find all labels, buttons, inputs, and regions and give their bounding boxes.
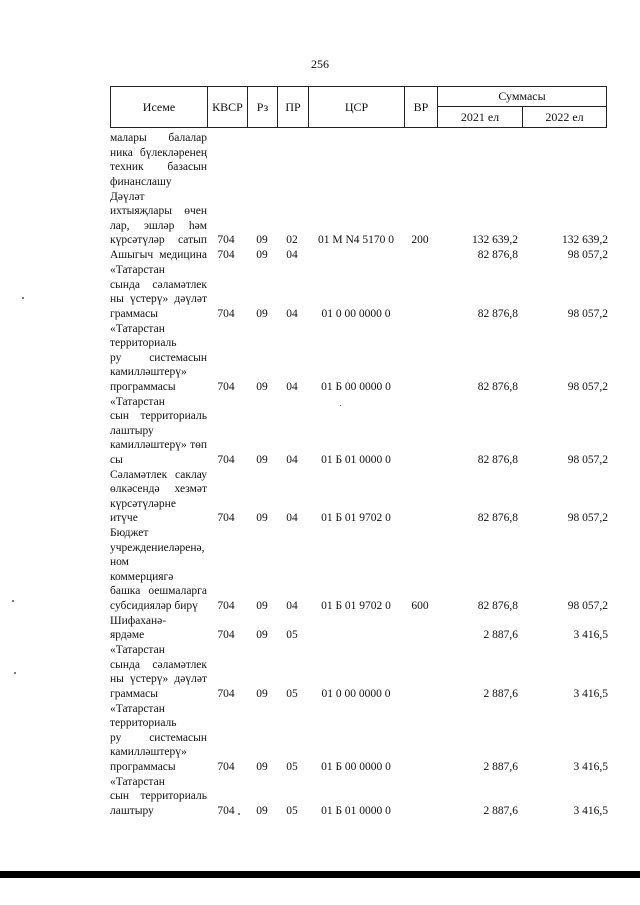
rz-cell [247,175,277,190]
row-name-line: «Татарстан [110,775,165,788]
csr-cell: 01 Б 00 0000 0 [321,380,391,393]
row-name-line: башка оешмаларга [110,585,207,597]
pr-cell [277,175,307,190]
pr-cell: 02 [286,234,298,246]
header-csr: ЦСР [344,100,369,114]
kvsr-cell: 704 [217,629,235,641]
sum-2022-cell: 98 057,2 [567,249,608,261]
row-name [110,526,207,613]
sum-2021-cell: 2 887,6 [483,687,518,700]
pr-cell: 05 [286,804,298,817]
row-name [110,190,207,248]
row-name-line: камилләштерү» [110,746,187,758]
kvsr-cell: 704 [217,687,235,700]
row-name-line: граммасы [110,687,158,700]
header-2022: 2022 ел [545,110,584,124]
row-name-line: лаштыру [110,424,154,437]
sum-2022-cell: 98 057,2 [567,307,608,320]
csr-cell: 01 Б 01 9702 0 [321,512,391,524]
kvsr-cell: 704 [217,453,235,466]
row-name-line: Ашыгыч медицина [110,249,207,261]
sum-2021-cell: 2 887,6 [483,760,518,773]
row-name [110,775,207,819]
row-name [110,263,207,321]
sum-2021-cell: 2 887,6 [483,804,518,817]
row-name-line: коммерциягә [110,570,174,583]
csr-cell [308,248,404,263]
row-name-line: программасы [110,380,176,393]
pr-cell: 04 [286,453,298,466]
row-name-line: территориаль [110,337,177,349]
scan-edge-bar [0,871,640,878]
row-name-line: итүче [110,512,138,524]
row-name-line: малары балалар [110,132,207,144]
rz-cell: 09 [256,453,268,466]
row-name-line: ру системасын [110,731,207,744]
table-row [0,614,640,643]
csr-cell: 01 0 00 0000 0 [321,307,391,320]
csr-cell: 01 Б 01 0000 0 [321,804,391,817]
scan-speck [14,672,16,674]
row-name-line: күрсәтүләрне [110,497,176,510]
vr-cell [404,380,436,395]
sum-2022-cell [525,175,608,190]
row-name-line: ника бүлекләренең [110,146,207,159]
pr-cell: 04 [286,249,298,261]
vr-cell [404,760,436,775]
row-name-line: сында сәламәтлек [110,658,207,671]
scan-speck [238,813,240,815]
row-name [110,702,207,775]
table-row [0,643,640,701]
sum-2021-cell: 132 639,2 [472,234,518,246]
sum-2022-cell: 3 416,5 [573,687,608,700]
row-name-line: граммасы [110,307,158,320]
vr-cell [404,511,436,526]
csr-cell: 01 Б 01 9702 0 [321,599,391,612]
table-row [0,395,640,468]
kvsr-cell: 704 [217,307,235,320]
vr-cell [404,248,436,263]
row-name [110,643,207,701]
row-name [110,131,207,189]
pr-cell: 04 [286,512,298,524]
vr-cell [404,804,436,819]
row-name-line: сын территориаль [110,790,207,802]
row-name-line: сында сәламәтлек [110,278,207,291]
sum-2022-cell: 98 057,2 [567,599,608,612]
rz-cell: 09 [256,760,268,773]
row-name-line: камилләштерү» [110,366,187,378]
row-name-line: «Татарстан [110,264,165,276]
csr-cell: 01 Б 01 0000 0 [321,453,391,466]
table-row [0,775,640,819]
pr-cell: 04 [286,599,298,612]
row-name-line: күрсәтүләр сатып [110,234,207,246]
header-sums: Суммасы [498,89,546,103]
sum-2021-cell: 82 876,8 [477,599,518,612]
header-vr: ВР [413,100,429,114]
table-row [0,263,640,321]
pr-cell: 05 [286,687,298,700]
table-row [0,190,640,248]
row-name-line: учреждениеләренә, [110,541,205,554]
rz-cell: 09 [256,380,268,393]
kvsr-cell: 704 [217,804,235,817]
row-name-line: ру системасын [110,351,207,364]
kvsr-cell: 704 [217,249,235,261]
csr-cell: 01 М N4 5170 0 [317,234,395,246]
sum-2022-cell: 98 057,2 [567,380,608,393]
sum-2022-cell: 3 416,5 [573,629,608,641]
row-name-line: «Татарстан [110,702,165,715]
header-2021: 2021 ел [460,110,500,124]
sum-2022-cell: 132 639,2 [562,234,608,246]
sum-2021-cell: 82 876,8 [477,512,518,524]
row-name-line: финанслашу [110,175,172,188]
row-name-line: «Татарстан [110,644,165,656]
table-row [0,322,640,395]
rz-cell: 09 [256,234,268,246]
pr-cell: 04 [286,380,298,393]
row-name-line: «Татарстан [110,322,165,335]
row-name [110,614,207,643]
row-name-line: лар, эшләр һәм [110,219,207,232]
vr-cell [404,453,436,468]
row-name-line: территориаль [110,717,177,729]
row-name-line: сы [110,453,123,466]
row-name [110,322,207,395]
row-name-line: Сәламәтлек саклау [110,468,207,481]
header-name: Исеме [142,100,176,114]
row-name-line: лаштыру [110,804,154,817]
sum-2022-cell: 98 057,2 [567,453,608,466]
rz-cell: 09 [256,599,268,612]
row-name-line: ихтыяҗлары өчен [110,205,207,217]
row-name-line: Бюджет [110,527,149,539]
row-name-line: ярдәме [110,629,145,641]
header-pr: ПР [285,100,301,114]
kvsr-cell: 704 [217,380,235,393]
table-row [0,702,640,775]
vr-cell [404,307,436,322]
sum-2021-cell [440,175,518,190]
sum-2021-cell: 82 876,8 [477,307,518,320]
sum-2022-cell: 3 416,5 [573,760,608,773]
row-name-line: ны үстерү» дәүләт [110,293,207,305]
row-name-line: субсидияләр бирү [110,599,198,612]
csr-cell [308,175,404,190]
rz-cell: 09 [256,804,268,817]
scan-speck [12,600,14,602]
vr-cell [404,687,436,702]
row-name [110,468,207,526]
table-row [0,468,640,526]
kvsr-cell: 704 [217,234,235,246]
table-row [0,526,640,613]
sum-2022-cell: 3 416,5 [573,804,608,817]
rz-cell: 09 [256,629,268,641]
scan-speck [340,405,341,406]
csr-cell [308,628,404,643]
row-name-line: ны үстерү» дәүләт [110,673,207,685]
sum-2021-cell: 82 876,8 [477,249,518,261]
rz-cell: 09 [256,512,268,524]
vr-cell [404,628,436,643]
row-name [110,248,207,263]
table-row [0,131,640,189]
sum-2021-cell: 2 887,6 [483,629,518,641]
kvsr-cell: 704 [217,760,235,773]
page-number: 256 [311,57,329,71]
rz-cell: 09 [256,687,268,700]
sum-2021-cell: 82 876,8 [477,380,518,393]
row-name-line: техник базасын [110,161,207,173]
row-name-line: программасы [110,760,176,773]
row-name-line: өлкәсендә хезмәт [110,483,207,495]
pr-cell: 05 [286,629,298,641]
row-name-line: камилләштерү» төп [110,439,207,451]
row-name-line: ном [110,556,129,568]
pr-cell: 04 [286,307,298,320]
header-rz: Рз [256,100,269,114]
rz-cell: 09 [256,249,268,261]
kvsr-cell [212,175,240,190]
vr-cell: 600 [411,599,429,612]
row-name-line: сын территориаль [110,410,207,422]
row-name-line: Шифаханә- [110,614,167,627]
row-name [110,395,207,468]
vr-cell: 200 [411,234,429,246]
csr-cell: 01 Б 00 0000 0 [321,760,391,773]
sum-2022-cell: 98 057,2 [567,512,608,524]
scan-speck [22,297,24,299]
sum-2021-cell: 82 876,8 [477,453,518,466]
kvsr-cell: 704 [217,599,235,612]
row-name-line: «Татарстан [110,395,165,408]
header-kvsr: КВСР [212,100,243,114]
pr-cell: 05 [286,760,298,773]
table-row [0,248,640,263]
csr-cell: 01 0 00 0000 0 [321,687,391,700]
row-name-line: Дәүләт [110,190,145,203]
rz-cell: 09 [256,307,268,320]
kvsr-cell: 704 [217,512,235,524]
vr-cell [404,175,436,190]
